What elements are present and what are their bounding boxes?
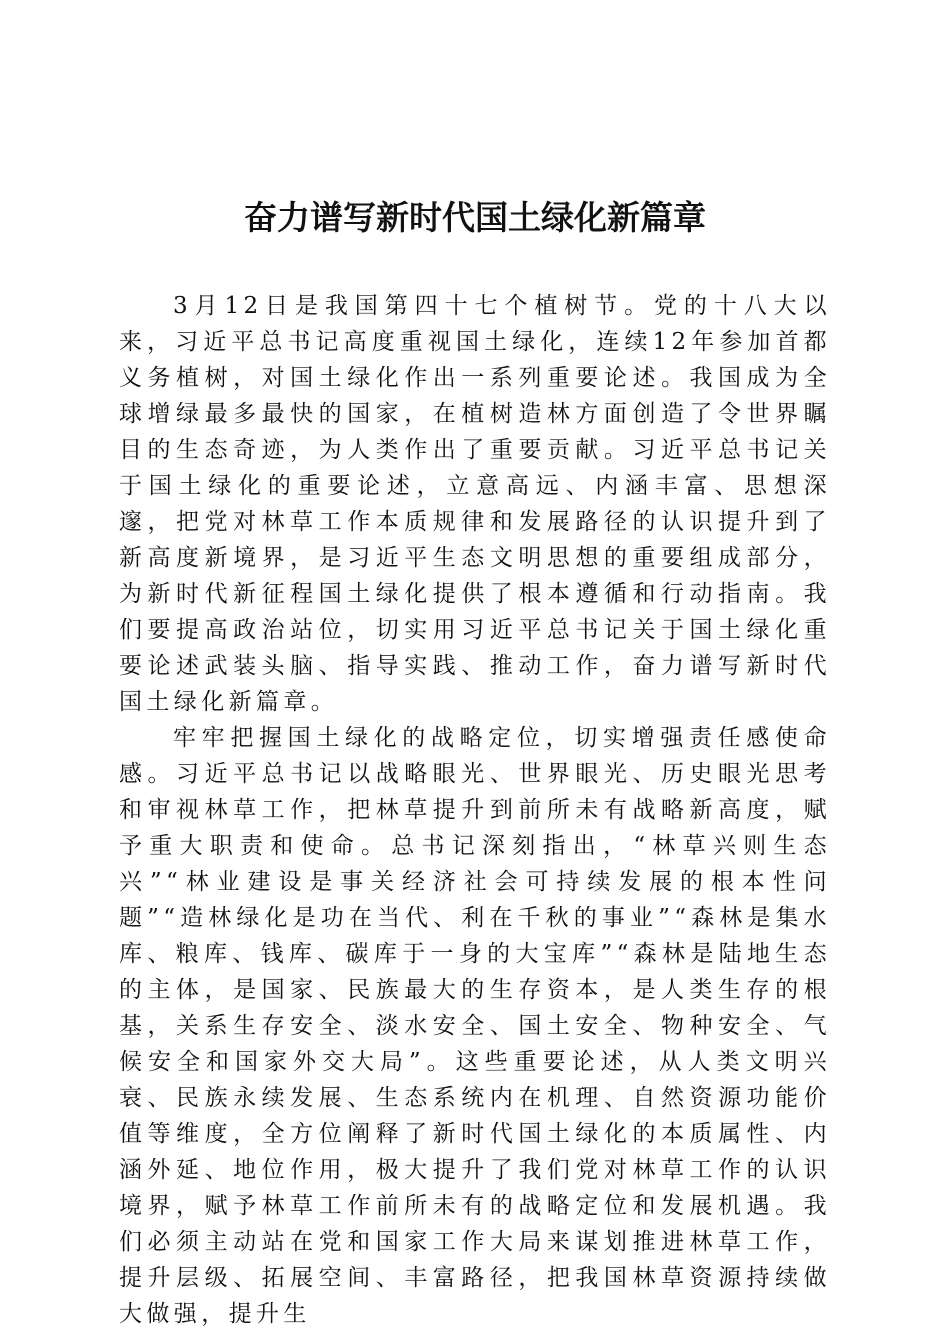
body-paragraph-2: 牢牢把握国土绿化的战略定位，切实增强责任感使命感。习近平总书记以战略眼光、世界眼光、历史眼光思考和审视林草工作，把林草提升到前所未有战略新高度，赋予重大职责和使命。总书记深刻指出，“林草兴则生态兴”“林业建设是事关经济社会可持续发展的根本性问题”“造林绿化是功在当代、利在千秋的事业”“森林是集水库、粮库、钱库、碳库于一身的大宝库”“森林是陆地生态的主体，是国家、民族最大的生存资本，是人类生存的根基，关系生存安全、淡水安全、国土安全、物种安全、气候安全和国家外交大局”。这些重要论述，从人类文明兴衰、民族永续发展、生态系统内在机理、自然资源功能价值等维度，全方位阐释了新时代国土绿化的本质属性、内涵外延、地位作用，极大提升了我们党对林草工作的认识境界，赋予林草工作前所未有的战略定位和发展机遇。我们必须主动站在党和国家工作大局来谋划推进林草工作，提升层级、拓展空间、丰富路径，把我国林草资源持续做大做强，提升生 xyxy=(119,725,831,1327)
document-title: 奋力谱写新时代国土绿化新篇章 xyxy=(244,198,706,237)
document-body xyxy=(119,288,831,1332)
body-paragraph-1: 3月12日是我国第四十七个植树节。党的十八大以来，习近平总书记高度重视国土绿化，连续12年参加首都义务植树，对国土绿化作出一系列重要论述。我国成为全球增绿最多最快的国家，在植树造林方面创造了令世界瞩目的生态奇迹，为人类作出了重要贡献。习近平总书记关于国土绿化的重要论述，立意高远、内涵丰富、思想深邃，把党对林草工作本质规律和发展路径的认识提升到了新高度新境界，是习近平生态文明思想的重要组成部分，为新时代新征程国土绿化提供了根本遵循和行动指南。我们要提高政治站位，切实用习近平总书记关于国土绿化重要论述武装头脑、指导实践、推动工作，奋力谱写新时代国土绿化新篇章。 xyxy=(119,293,831,715)
